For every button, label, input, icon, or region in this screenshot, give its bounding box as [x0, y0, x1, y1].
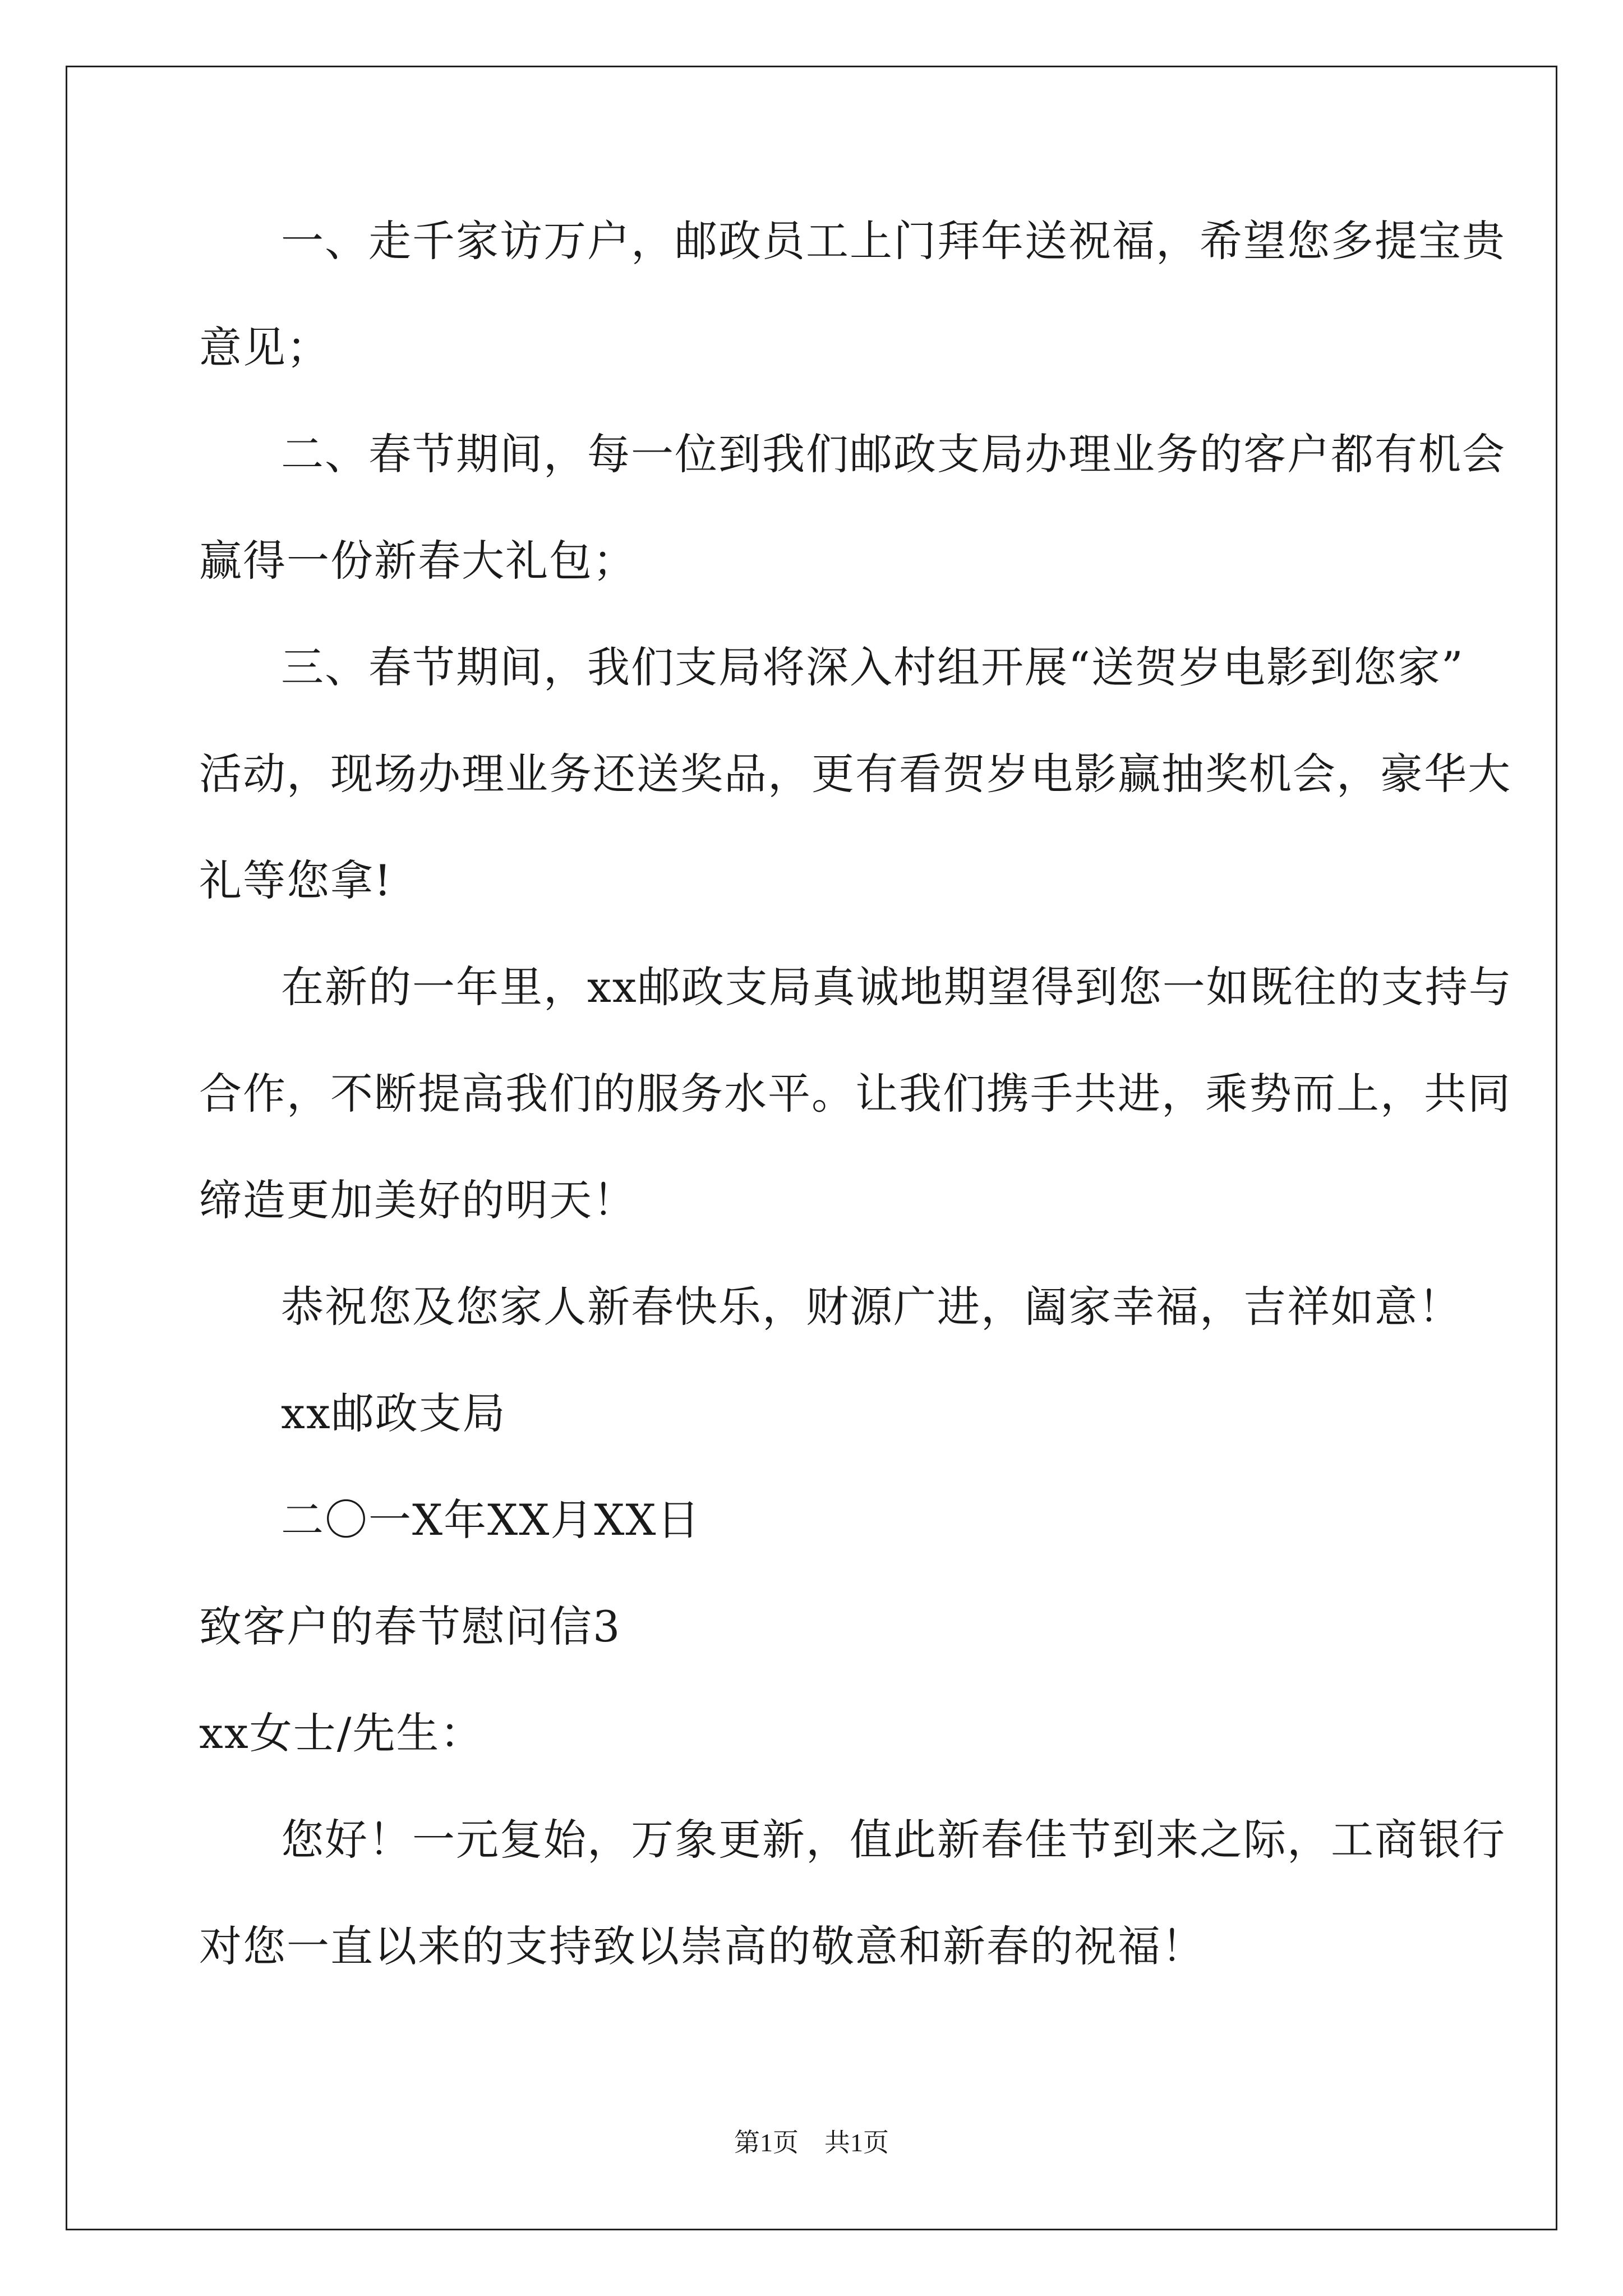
- salutation: xx女士/先生：: [199, 1708, 484, 1758]
- paragraph-1-line-2: 意见；: [199, 323, 330, 372]
- signature-date: 二〇一X年XX月XX日: [281, 1495, 701, 1545]
- paragraph-2-line-2: 赢得一份新春大礼包；: [199, 536, 637, 586]
- paragraph-1-line-1: 一、走千家访万户，邮政员工上门拜年送祝福，希望您多提宝贵: [281, 216, 1506, 266]
- paragraph-3-line-2: 活动，现场办理业务还送奖品，更有看贺岁电影赢抽奖机会，豪华大: [199, 749, 1511, 799]
- signature-sender: xx邮政支局: [281, 1388, 506, 1438]
- page-number-label: 第1页 共1页: [734, 2128, 889, 2157]
- page-footer: [0, 2126, 1623, 2160]
- page-border: [66, 66, 1557, 2230]
- paragraph-4-line-3: 缔造更加美好的明天！: [199, 1175, 637, 1225]
- paragraph-last-line-2: 对您一直以来的支持致以崇高的敬意和新春的祝福！: [199, 1921, 1205, 1971]
- paragraph-3-line-1: 三、春节期间，我们支局将深入村组开展“送贺岁电影到您家”: [281, 642, 1464, 692]
- paragraph-4-line-2: 合作，不断提高我们的服务水平。让我们携手共进，乘势而上，共同: [199, 1069, 1511, 1119]
- paragraph-last-line-1: 您好！一元复始，万象更新，值此新春佳节到来之际，工商银行: [281, 1815, 1506, 1865]
- greeting-wishes: 恭祝您及您家人新春快乐，财源广进，阖家幸福，吉祥如意！: [281, 1282, 1462, 1332]
- paragraph-3-line-3: 礼等您拿!: [199, 855, 393, 905]
- letter-heading: 致客户的春节慰问信3: [199, 1602, 621, 1651]
- paragraph-2-line-1: 二、春节期间，每一位到我们邮政支局办理业务的客户都有机会: [281, 429, 1506, 479]
- paragraph-4-line-1: 在新的一年里，xx邮政支局真诚地期望得到您一如既往的支持与: [281, 962, 1513, 1012]
